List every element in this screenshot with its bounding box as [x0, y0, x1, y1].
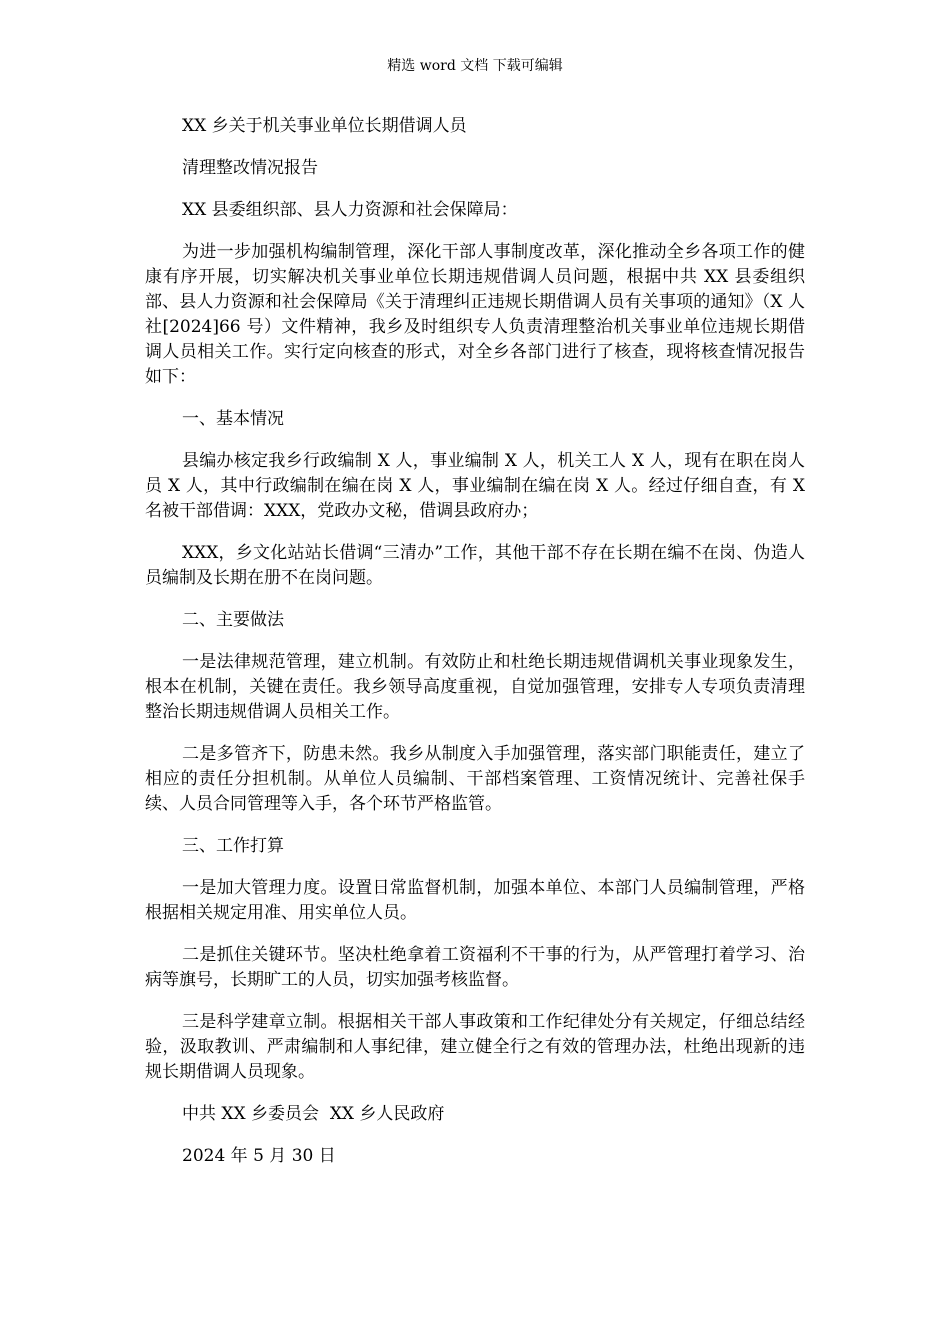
section-2-paragraph-2: 二是多管齐下，防患未然。我乡从制度入手加强管理，落实部门职能责任，建立了相应的责任分担机制。从单位人员编制、干部档案管理、工资情况统计、完善社保手续、人员合同管理等入手，各个环节严格监管。 [145, 744, 805, 814]
intro-paragraph: 为进一步加强机构编制管理，深化干部人事制度改革，深化推动全乡各项工作的健康有序开展，切实解决机关事业单位长期违规借调人员问题，根据中共 XX 县委组织部、县人力资源和社会保障局《关于清理纠正违规长期借调人员有关事项的通知》（X 人社[2024]66 号）文件精神，我乡及时组织专人负责清理整治机关事业单位违规长期借调人员相关工作。实行定向核查的形式，对全乡各部门进行了核查，现将核查情况报告如下： [145, 242, 805, 387]
section-1-paragraph-1: 县编办核定我乡行政编制 X 人，事业编制 X 人，机关工人 X 人，现有在职在岗人员 X 人，其中行政编制在编在岗 X 人，事业编制在编在岗 X 人。经过仔细自查，有 X 名被干部借调：XXX，党政办文秘，借调县政府办； [145, 451, 805, 521]
page-header: 精选 word 文档 下载可编辑 [387, 58, 563, 74]
section-2-heading: 二、主要做法 [182, 610, 284, 630]
title-line-2: 清理整改情况报告 [182, 158, 318, 178]
section-2-paragraph-1: 一是法律规范管理，建立机制。有效防止和杜绝长期违规借调机关事业现象发生，根本在机制，关键在责任。我乡领导高度重视，自觉加强管理，安排专人专项负责清理整治长期违规借调人员相关工作。 [145, 652, 805, 722]
section-1-heading: 一、基本情况 [182, 409, 284, 429]
section-3-heading: 三、工作打算 [182, 836, 284, 856]
signature: 中共 XX 乡委员会 XX 乡人民政府 [182, 1104, 445, 1124]
section-1-paragraph-2: XXX，乡文化站站长借调“三清办”工作，其他干部不存在长期在编不在岗、伪造人员编制及长期在册不在岗问题。 [145, 543, 805, 588]
recipient: XX 县委组织部、县人力资源和社会保障局： [182, 200, 518, 220]
section-3-paragraph-2: 二是抓住关键环节。坚决杜绝拿着工资福利不干事的行为，从严管理打着学习、治病等旗号，长期旷工的人员，切实加强考核监督。 [145, 945, 805, 990]
title-line-1: XX 乡关于机关事业单位长期借调人员 [182, 116, 467, 136]
section-3-paragraph-1: 一是加大管理力度。设置日常监督机制，加强本单位、本部门人员编制管理，严格根据相关规定用准、用实单位人员。 [145, 878, 805, 923]
document-body [145, 114, 805, 1169]
section-3-paragraph-3: 三是科学建章立制。根据相关干部人事政策和工作纪律处分有关规定，仔细总结经验，汲取教训、严肃编制和人事纪律，建立健全行之有效的管理办法，杜绝出现新的违规长期借调人员现象。 [145, 1012, 805, 1082]
report-date: 2024 年 5 月 30 日 [182, 1146, 336, 1166]
